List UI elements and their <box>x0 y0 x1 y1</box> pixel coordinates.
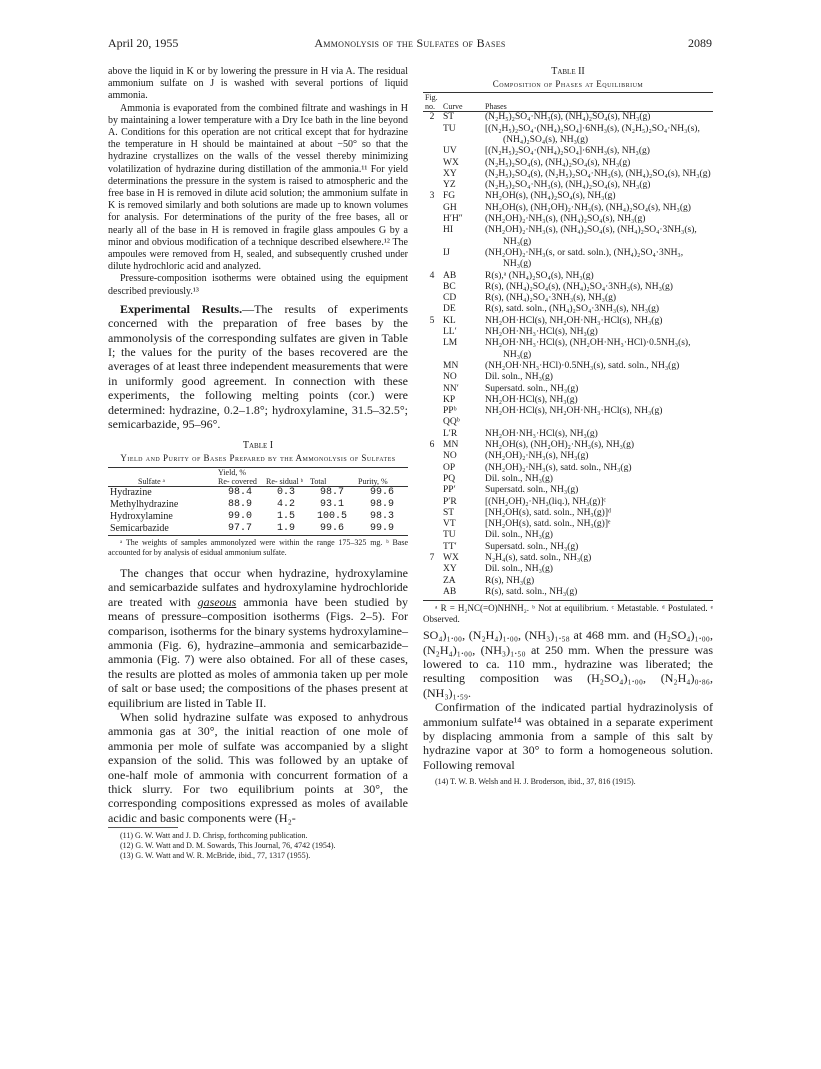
footnote-13: (13) G. W. Watt and W. R. McBride, ibid., 77, 1317 (1955). <box>120 851 311 861</box>
cell-curve: UV <box>443 146 457 157</box>
cell-curve: L′R <box>443 428 458 439</box>
row-name: Semicarbazide <box>108 523 216 536</box>
cell-fig <box>423 169 441 180</box>
header-date: April 20, 1955 <box>108 36 179 50</box>
cell-fig: 4 <box>429 270 435 281</box>
table-row <box>423 497 713 508</box>
cell-fig <box>423 304 441 315</box>
cell-fig <box>423 564 441 575</box>
table-row <box>423 316 713 327</box>
cell-residual: 1.9 <box>264 523 308 536</box>
results-text: —The results of experiments concerned with the preparation of free bases by the ammonolysis of the corresponding sulfates are given in Table I; the values for the purity of the bases recovered are the averages of at least three independent measurements that were in uniformly good agreement. In connection with these experiments, the following melting points (cor.) were determined: hydrazine, 0.2–1.8°; hydroxylamine, 31.5–32.5°; semicarbazide, 95–96°. <box>108 301 408 432</box>
table-row <box>423 361 713 372</box>
table-row <box>423 576 713 587</box>
cell-curve: TU <box>443 123 456 134</box>
table-2-caption: Composition of Phases at Equilibrium <box>492 79 644 90</box>
cell-phases: Supersatd. soln., NH₃(g) <box>485 485 579 496</box>
cell-curve: ZA <box>443 575 456 586</box>
cell-total: 93.1 <box>319 498 344 510</box>
paragraph-changes: The changes that occur when hydrazine, hydroxylamine and semicarbazide sulfates and hydroxylamine hydrochloride are treated with gaseous ammonia have been studied by means of pressure–composition isotherms (Figs. 2–5). For comparison, isotherms for the binary systems hydroxylamine–ammonia (Fig. 6), hydrazine–ammonia and semicarbazide–ammonia (Fig. 7) were also obtained. For all of these cases, the results are plotted as moles of ammonia taken up per mole of salt or base used; the compositions of the phases present at equilibrium are listed in Table II. <box>108 565 408 710</box>
table-2-body <box>423 112 713 601</box>
cell-phases: [(NH₂OH)₂·NH₃(liq.), NH₃(g)]ᶜ <box>485 496 606 507</box>
cell-fig <box>423 417 441 428</box>
cell-curve: NN′ <box>443 383 459 394</box>
cell-recovered: 97.7 <box>216 523 264 536</box>
cell-fig <box>423 530 441 541</box>
cell-curve: NO <box>443 372 457 383</box>
cell-curve: OP <box>443 462 456 473</box>
paragraph-confirmation: Confirmation of the indicated partial hydrazinolysis of ammonium sulfate¹⁴ was obtained in a separate experiment by displacing ammonia from a sample of this salt by hydrazine vapor at 30° to form a homogeneous solution. Following removal <box>423 700 713 772</box>
cell-phases: Dil. soln., NH₃(g) <box>485 530 553 541</box>
table-row <box>108 486 408 499</box>
table-row <box>423 124 713 147</box>
table-1 <box>108 440 408 558</box>
paragraph-experimental-results <box>108 302 408 432</box>
cell-phases <box>483 417 713 428</box>
header-fig: Fig. no. <box>423 93 441 112</box>
cell-phases: N₂H₄(s), satd. soln., NH₃(g) <box>485 552 592 563</box>
cell-curve: WX <box>443 552 459 563</box>
cell-fig <box>423 406 441 417</box>
left-column <box>108 66 408 861</box>
cell-phases: NH₂OH·HCl(s), NH₂OH·NH₃·HCl(s), NH₃(g) <box>485 315 663 326</box>
table-row <box>108 499 408 511</box>
cell-curve: WX <box>443 157 459 168</box>
cell-curve: ST <box>443 507 455 518</box>
cell-fig <box>423 225 441 248</box>
footnote-14: (14) T. W. B. Welsh and H. J. Broderson, ibid., 37, 816 (1915). <box>435 777 636 787</box>
cell-fig <box>423 542 441 553</box>
cell-curve: GH <box>443 202 457 213</box>
paragraph-isotherms-method: Pressure-composition isotherms were obtained using the equipment described previously.¹³ <box>108 273 408 297</box>
cell-phases: R(s), satd. soln., NH₃(g) <box>483 587 713 601</box>
paragraph-evaporation: Ammonia is evaporated from the combined filtrate and washings in H by maintaining a lower temperature with a Dry Ice bath in the line beyond A. Conditions for this operation are not critical except that for hydrazine the temperature in H should be maintained at about −50° so that the hydrazine crystallizes on the walls of the vessel thereby minimizing volatilization of hydrazine during distillation of the ammonia.¹¹ For yield determinations the pressure in the system is raised to atmospheric and the free base in H is removed in dilute acid solution; the ammonium sulfate in K is removed similarly and both solutions are made up to known volumes for analysis. For determinations of the purity of the free bases, all or nearly all of the base in H is removed in fragile glass ampoules G by a minor and obvious modification of a technique described elsewhere.¹² The ampoules were removed from H, sealed, and subsequently crushed under dilute hydrochloric acid and analyzed. <box>108 102 408 273</box>
row-name: Hydroxylamine <box>110 510 173 522</box>
cell-fig <box>423 576 441 587</box>
header-phases: Phases <box>483 93 713 112</box>
cell-fig <box>423 451 441 462</box>
cell-curve: PP′ <box>443 485 456 496</box>
table-2-label: Table II <box>551 66 585 77</box>
cell-purity: 98.3 <box>369 510 394 522</box>
cell-total: 98.7 <box>319 486 344 498</box>
cell-curve: TT′ <box>443 541 457 552</box>
cell-curve: QQᵇ <box>443 417 460 428</box>
cell-purity: 98.9 <box>369 498 394 510</box>
cell-fig <box>423 146 441 157</box>
cell-fig <box>423 158 441 169</box>
table-row <box>423 112 713 124</box>
cell-curve: KL <box>443 315 456 326</box>
cell-curve: LL′ <box>443 327 457 338</box>
cell-curve: TU <box>443 530 456 541</box>
table-row <box>423 406 713 417</box>
cell-phases: [(N₂H₅)₂SO₄·(NH₄)₂SO₄]·6NH₃(s), NH₃(g) <box>485 146 650 157</box>
table-row <box>423 485 713 496</box>
table-row <box>423 372 713 383</box>
cell-curve: IJ <box>443 247 450 258</box>
cell-phases: NH₂OH(s), (NH₄)₂SO₄(s), NH₃(g) <box>485 191 616 202</box>
table-row <box>423 248 713 271</box>
table-row <box>423 169 713 180</box>
table-2-footnote: ᵃ R = H₂NC(=O)NHNH₂. ᵇ Not at equilibrium. ᶜ Metastable. ᵈ Postulated. ᵉ Observed. <box>423 603 713 625</box>
running-header <box>108 36 712 52</box>
cell-fig <box>423 587 441 601</box>
table-row <box>423 508 713 519</box>
table-row <box>423 519 713 530</box>
cell-phases: NH₂OH·HCl(s), NH₂OH·NH₃·HCl(s), NH₃(g) <box>485 406 663 417</box>
cell-phases: (N₂H₅)₂SO₄(s), (NH₄)₂SO₄(s), NH₃(g) <box>485 157 631 168</box>
table-row <box>423 146 713 157</box>
table-row <box>423 530 713 541</box>
table-row <box>423 474 713 485</box>
cell-curve: H′H″ <box>443 214 463 225</box>
cell-curve: HI <box>443 225 454 236</box>
page-number: 2089 <box>688 36 712 50</box>
header-residual: Re- sidual ᵇ <box>264 477 308 487</box>
cell-fig <box>423 508 441 519</box>
table-row <box>423 384 713 395</box>
table-row <box>423 587 713 601</box>
cell-curve: AB <box>443 270 457 281</box>
table-row <box>423 282 713 293</box>
cell-curve: YZ <box>443 180 456 191</box>
cell-fig: 3 <box>429 191 435 202</box>
table-row <box>423 429 713 440</box>
cell-curve: PPᵇ <box>443 406 457 417</box>
table-row <box>423 463 713 474</box>
cell-phases: NH₂OH(s), (NH₂OH)₂·NH₃(s), (NH₄)₂SO₄(s), NH₃(g) <box>485 202 691 213</box>
cell-fig <box>423 214 441 225</box>
cell-fig <box>423 361 441 372</box>
table-1-caption: Yield and Purity of Bases Prepared by the Ammonolysis of Sulfates <box>120 452 396 463</box>
table-1-footnote: ᵃ The weights of samples ammonolyzed were within the range 175–325 mg. ᵇ Base accounted for by analysis of esidual ammonium sulfate. <box>108 537 408 557</box>
cell-phases: (NH₂OH)₂·NH₃(s), NH₃(g) <box>485 451 589 462</box>
cell-phases: NH₂OH·NH₃·HCl(s), (NH₂OH·NH₃·HCl)·0.5NH₃(s), NH₃(g) <box>485 338 691 360</box>
cell-curve: AB <box>441 587 483 601</box>
table-1-grid <box>108 467 408 536</box>
table-row <box>423 440 713 451</box>
cell-fig <box>423 395 441 406</box>
cell-curve: MN <box>443 440 459 451</box>
cell-fig <box>423 282 441 293</box>
cell-curve: PQ <box>443 473 456 484</box>
header-yield: Yield, % <box>216 467 356 477</box>
right-column <box>423 66 713 787</box>
cell-phases: (N₂H₅)₂SO₄·NH₃(s), (NH₄)₂SO₄(s), NH₃(g) <box>485 112 651 123</box>
cell-phases: (NH₂OH)₂·NH₃(s), satd. soln., NH₃(g) <box>485 462 632 473</box>
header-total: Total <box>308 477 356 487</box>
table-row <box>423 158 713 169</box>
cell-curve: ST <box>443 112 455 123</box>
table-row <box>423 203 713 214</box>
footnote-11: (11) G. W. Watt and J. D. Chrisp, forthcoming publication. <box>120 831 308 841</box>
cell-phases: Supersatd. soln., NH₃(g) <box>485 383 579 394</box>
table-row <box>423 293 713 304</box>
header-purity: Purity, % <box>356 477 408 487</box>
cell-curve: XY <box>443 564 457 575</box>
cell-curve: VT <box>443 519 456 530</box>
cell-phases: (NH₂OH)₂·NH₃(s), (NH₄)₂SO₄(s), NH₃(g) <box>485 214 646 225</box>
cell-curve: LM <box>443 338 458 349</box>
table-row <box>423 225 713 248</box>
cell-phases: (N₂H₅)₂SO₄(s), (N₂H₅)₂SO₄·NH₃(s), (NH₄)₂SO₄(s), NH₃(g) <box>485 168 711 179</box>
footnote-12: (12) G. W. Watt and D. M. Sowards, This Journal, 76, 4742 (1954). <box>120 841 336 851</box>
cell-phases: Supersatd. soln., NH₃(g) <box>485 541 579 552</box>
cell-phases: NH₂OH·NH₃·HCl(s), NH₃(g) <box>485 428 598 439</box>
table-row <box>423 304 713 315</box>
table-row <box>423 451 713 462</box>
cell-fig <box>423 497 441 508</box>
cell-curve: P′R <box>443 496 457 507</box>
cell-phases: [NH₂OH(s), satd. soln., NH₃(g)]ᵉ <box>485 519 611 530</box>
cell-phases: (N₂H₅)₂SO₄·NH₃(s), (NH₄)₂SO₄(s), NH₃(g) <box>485 180 651 191</box>
cell-phases: R(s), (NH₄)₂SO₄(s), (NH₄)₂SO₄·3NH₃(s), NH₃(g) <box>485 281 673 292</box>
cell-curve: XY <box>443 168 457 179</box>
table-row <box>423 553 713 564</box>
cell-phases: (NH₂OH)₂·NH₃(s, or satd. soln.), (NH₄)₂SO₄·3NH₃, NH₃(g) <box>485 247 684 270</box>
cell-fig <box>423 338 441 361</box>
cell-fig <box>423 180 441 191</box>
cell-phases: (NH₂OH)₂·NH₃(s), (NH₄)₂SO₄(s), (NH₄)₂SO₄·3NH₃(s), NH₃(g) <box>485 225 697 247</box>
header-title: Ammonolysis of the Sulfates of Bases <box>314 36 506 50</box>
cell-phases: NH₂OH·NH₃·HCl(s), NH₃(g) <box>485 327 598 338</box>
cell-phases: Dil. soln., NH₃(g) <box>485 564 553 575</box>
cell-phases: Dil. soln., NH₃(g) <box>485 473 553 484</box>
row-name: Hydrazine <box>110 486 152 498</box>
paragraph-hydrazine-sulfate: When solid hydrazine sulfate was exposed to anhydrous ammonia gas at 30°, the initial reaction of one mole of ammonia per mole of sulfate was accompanied by a slight expansion of the solid. This was followed by an uptake of one-half mole of ammonia with concurrent formation of a thick slurry. For two equilibrium points at 30°, the corresponding compositions expressed as moles of available acidic and basic components were (H₂- <box>108 709 408 825</box>
cell-phases: R(s),ᵃ (NH₄)₂SO₄(s), NH₃(g) <box>485 270 594 281</box>
cell-fig <box>423 485 441 496</box>
cell-phases: NH₂OH(s), (NH₂OH)₂·NH₃(s), NH₃(g) <box>485 440 635 451</box>
cell-fig <box>423 519 441 530</box>
cell-fig: 6 <box>429 440 435 451</box>
section-heading: Experimental Results. <box>120 301 243 316</box>
table-row <box>423 191 713 202</box>
table-row <box>423 327 713 338</box>
cell-fig <box>423 124 441 147</box>
table-row <box>423 395 713 406</box>
cell-fig: 7 <box>429 552 435 563</box>
table-2-grid <box>423 92 713 601</box>
table-1-label: Table I <box>242 439 274 451</box>
cell-fig <box>423 474 441 485</box>
cell-phases: R(s), (NH₄)₂SO₄·3NH₃(s), NH₃(g) <box>485 293 617 304</box>
table-2 <box>423 66 713 625</box>
cell-fig <box>423 248 441 271</box>
header-curve: Curve <box>441 93 483 112</box>
table-row <box>423 338 713 361</box>
cell-total: 100.5 <box>316 510 347 522</box>
cell-curve: NO <box>443 451 457 462</box>
cell-purity: 99.9 <box>356 523 408 536</box>
cell-fig <box>423 293 441 304</box>
table-row <box>423 542 713 553</box>
cell-phases: [(N₂H₅)₂SO₄·(NH₄)₂SO₄]·6NH₃(s), (N₂H₅)₂SO₄·NH₃(s), (NH₄)₂SO₄(s), NH₃(g) <box>485 123 700 145</box>
cell-fig <box>423 372 441 383</box>
cell-phases: R(s), satd. soln., (NH₄)₂SO₄·3NH₃(s), NH₃(g) <box>485 304 660 315</box>
cell-recovered: 99.0 <box>227 510 252 522</box>
table-row <box>423 214 713 225</box>
cell-fig: 5 <box>429 315 435 326</box>
cell-curve: FG <box>443 191 456 202</box>
table-row <box>423 271 713 282</box>
cell-phases: R(s), NH₃(g) <box>485 575 535 586</box>
header-sulfate: Sulfate ᵃ <box>108 477 216 487</box>
table-row <box>108 511 408 523</box>
cell-phases: Dil. soln., NH₃(g) <box>485 372 553 383</box>
table-row <box>423 417 713 428</box>
cell-phases: NH₂OH·HCl(s), NH₃(g) <box>485 394 578 405</box>
cell-phases: (NH₂OH·NH₃·HCl)·0.5NH₃(s), satd. soln., NH₃(g) <box>485 360 680 371</box>
cell-fig <box>423 384 441 395</box>
emphasis-gaseous: gaseous <box>197 594 237 609</box>
cell-total: 99.6 <box>308 523 356 536</box>
cell-residual: 0.3 <box>276 486 295 498</box>
cell-recovered: 88.9 <box>227 498 252 510</box>
paragraph-composition-continued: SO₄)₁.₀₀, (N₂H₄)₁.₀₀, (NH₃)₁.₅₈ at 468 mm. and (H₂SO₄)₁.₀₀, (N₂H₄)₁.₀₀, (NH₃)₁.₅₀ at 250 mm. When the pressure was lowered to ca. 110 mm., hydrazine was liberated; the resulting composition was (H₂SO₄)₁.₀₀, (N₂H₄)₀.₈₆, (NH₃)₁.₅₉. <box>423 628 713 700</box>
footnote-rule <box>108 827 178 828</box>
header-recovered: Re- covered <box>216 477 264 487</box>
cell-residual: 4.2 <box>276 498 295 510</box>
table-row <box>423 564 713 575</box>
cell-curve: MN <box>443 360 459 371</box>
cell-curve: KP <box>443 394 456 405</box>
cell-curve: BC <box>443 281 456 292</box>
cell-curve: CD <box>443 293 457 304</box>
table-row <box>423 180 713 191</box>
cell-fig <box>423 203 441 214</box>
cell-curve: DE <box>443 304 456 315</box>
table-row <box>108 523 408 536</box>
cell-recovered: 98.4 <box>227 486 252 498</box>
paragraph-continued: above the liquid in K or by lowering the pressure in H via A. The residual ammonium sulfate on J is washed with several portions of liquid ammonia. <box>108 66 408 102</box>
cell-phases: [NH₂OH(s), satd. soln., NH₃(g)]ᵈ <box>485 507 611 518</box>
cell-purity: 99.6 <box>369 486 394 498</box>
row-name: Methylhydrazine <box>110 498 179 510</box>
cell-fig <box>423 327 441 338</box>
cell-fig <box>423 429 441 440</box>
cell-fig <box>423 463 441 474</box>
cell-residual: 1.5 <box>276 510 295 522</box>
cell-fig: 2 <box>429 112 435 123</box>
